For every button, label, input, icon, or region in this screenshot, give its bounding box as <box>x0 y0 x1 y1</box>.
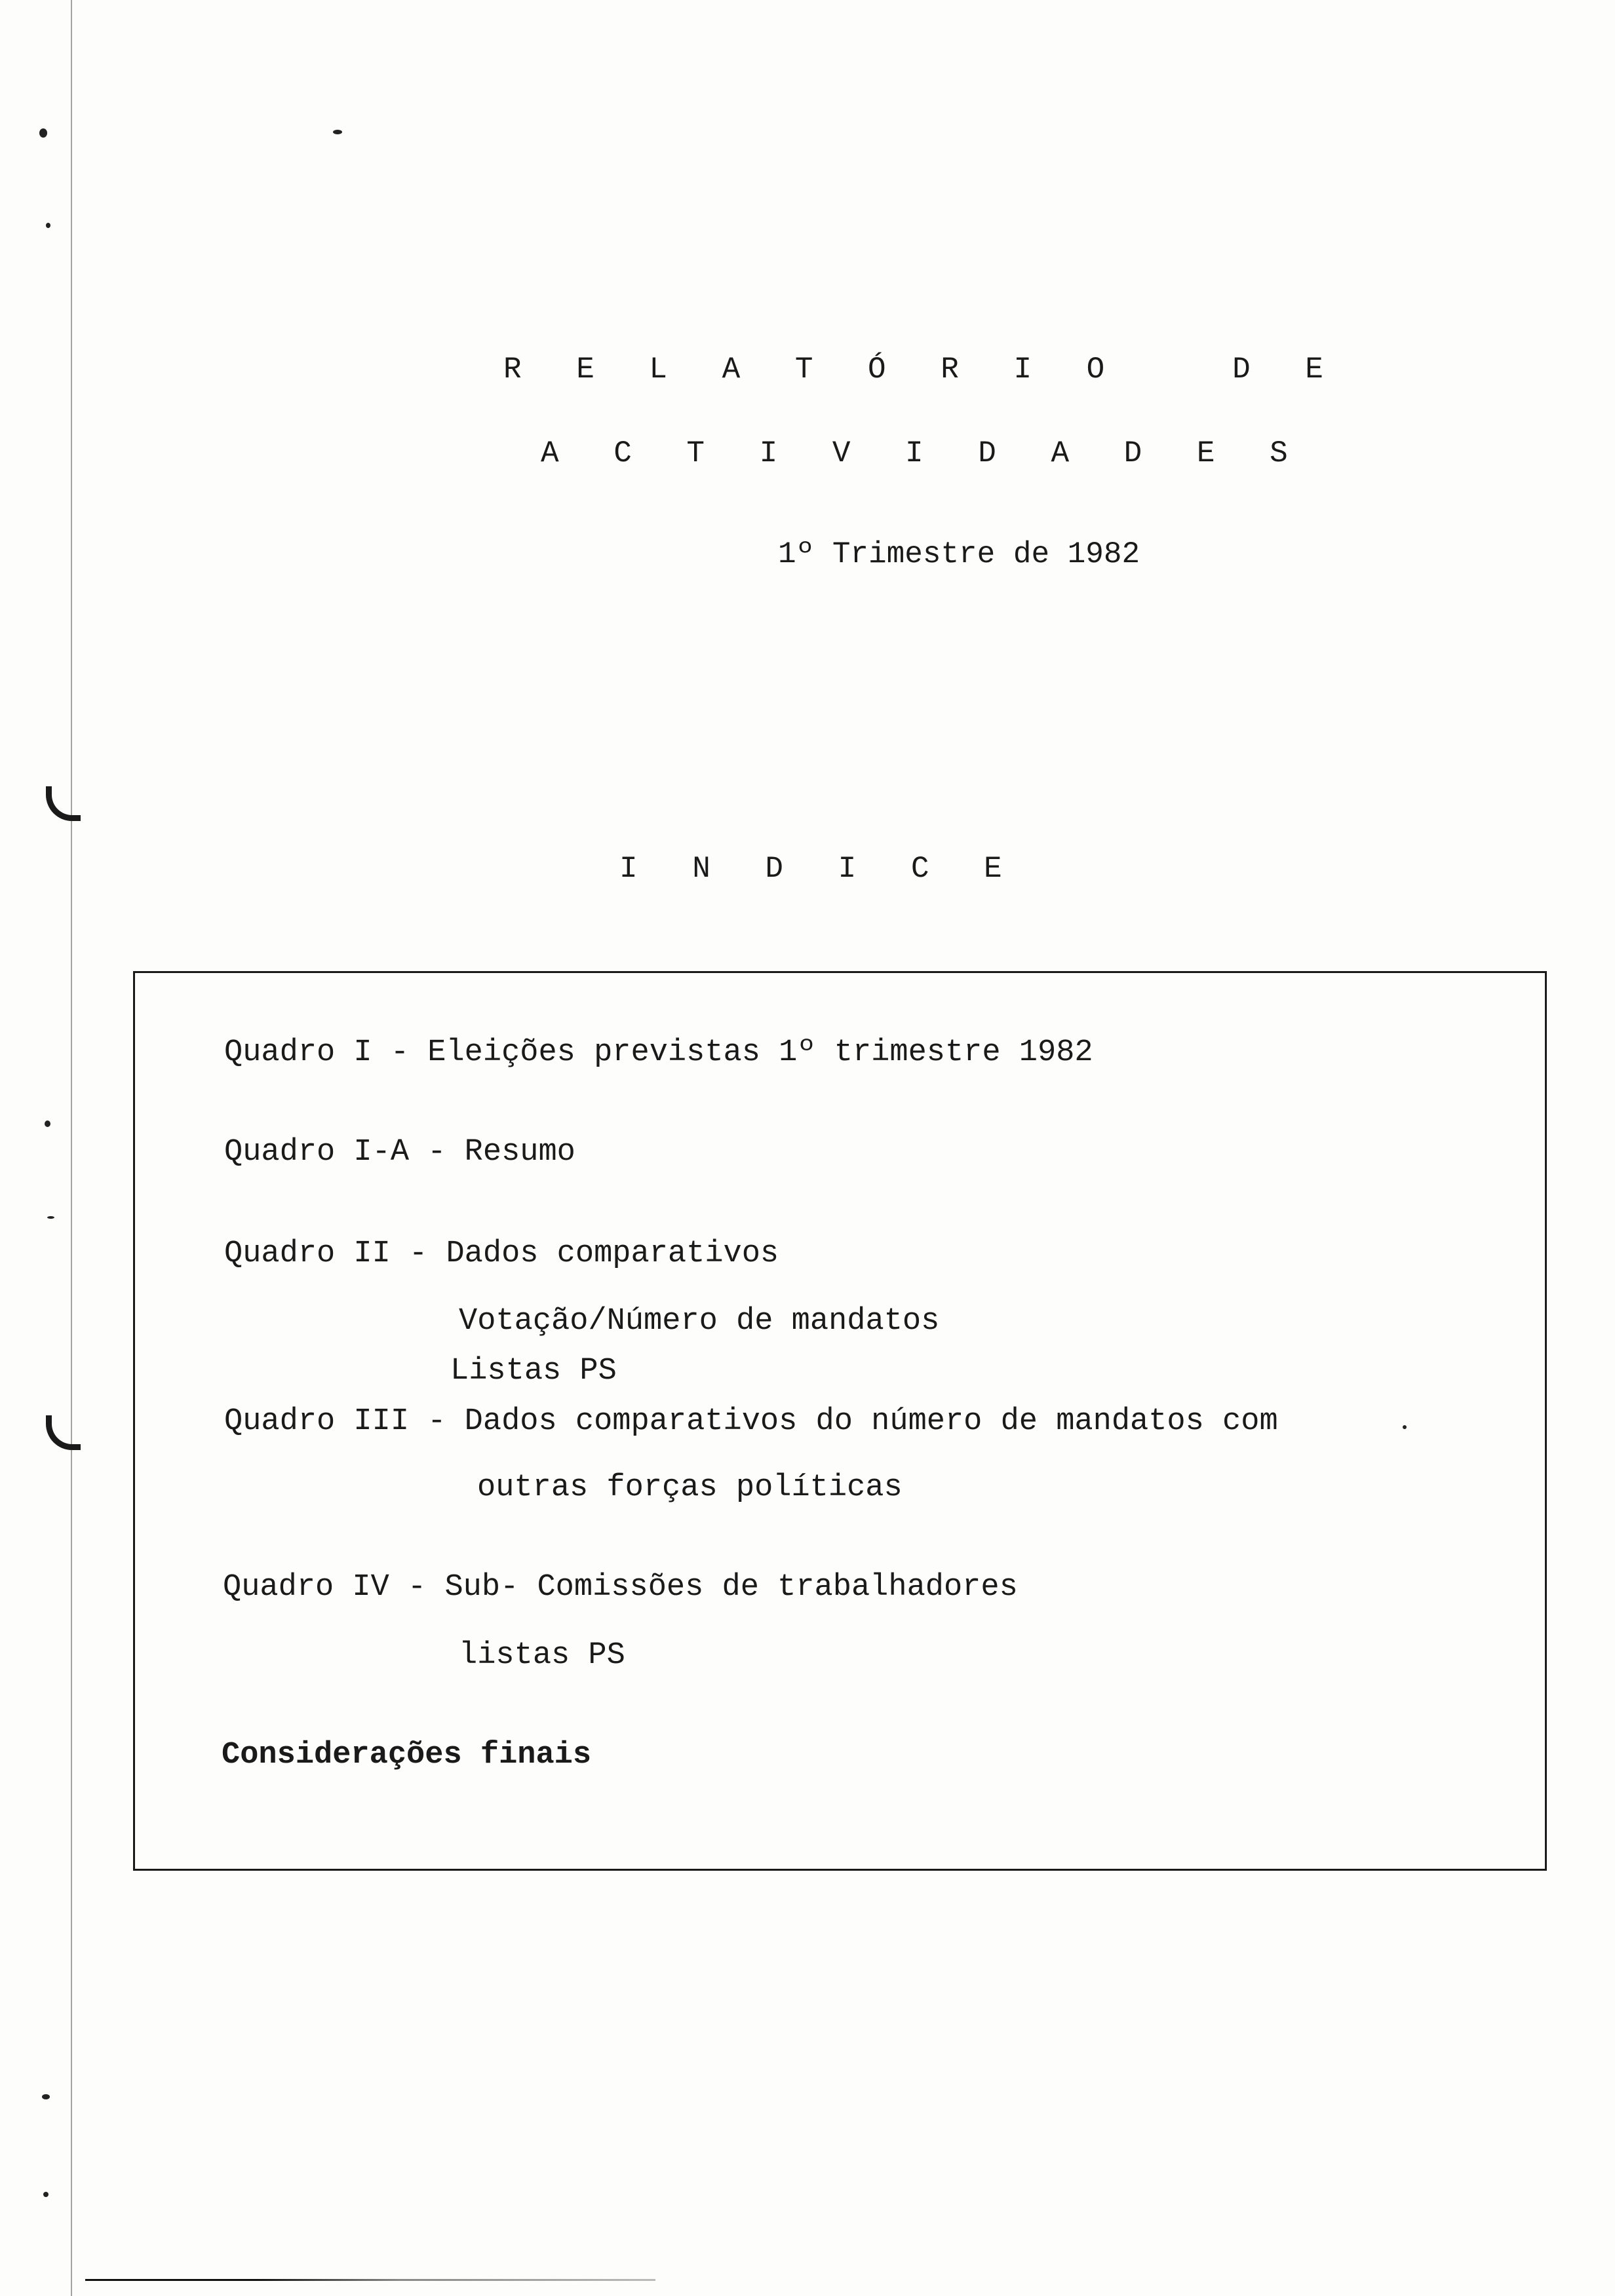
index-entry-quadro-iv-sub: listas PS <box>459 1638 625 1673</box>
index-entry-quadro-iv: Quadro IV - Sub- Comissões de trabalhadores <box>223 1570 1018 1605</box>
index-entry-consideracoes-finais: Considerações finais <box>222 1738 592 1772</box>
index-entry-quadro-i-a: Quadro I-A - Resumo <box>224 1135 575 1170</box>
scan-speck <box>47 1216 54 1219</box>
scan-speck <box>46 223 50 228</box>
scan-speck <box>43 2192 49 2197</box>
index-entry-quadro-ii: Quadro II - Dados comparativos <box>224 1236 779 1271</box>
report-title-line-1: R E L A T Ó R I O D E <box>503 353 1342 387</box>
binder-margin-line <box>71 0 72 2296</box>
index-entry-quadro-iii-sub: outras forças políticas <box>477 1470 903 1505</box>
binder-clip-mark <box>46 1415 81 1450</box>
bottom-edge-line <box>85 2279 655 2281</box>
index-heading: I N D I C E <box>619 852 1021 886</box>
scan-speck <box>333 130 342 134</box>
scan-speck <box>45 1120 50 1127</box>
scan-speck <box>42 2094 50 2099</box>
index-entry-quadro-i: Quadro I - Eleições previstas 1º trimestre 1982 <box>224 1035 1093 1070</box>
report-period: 1º Trimestre de 1982 <box>778 537 1140 571</box>
index-entry-quadro-ii-sub-2: Listas PS <box>450 1354 617 1388</box>
index-entry-quadro-ii-sub-1: Votação/Número de mandatos <box>459 1304 940 1339</box>
report-title-line-2: A C T I V I D A D E S <box>541 436 1306 470</box>
scan-speck <box>39 128 47 138</box>
binder-clip-mark <box>46 786 81 821</box>
index-entry-quadro-iii: Quadro III - Dados comparativos do número de mandatos com <box>224 1404 1278 1439</box>
